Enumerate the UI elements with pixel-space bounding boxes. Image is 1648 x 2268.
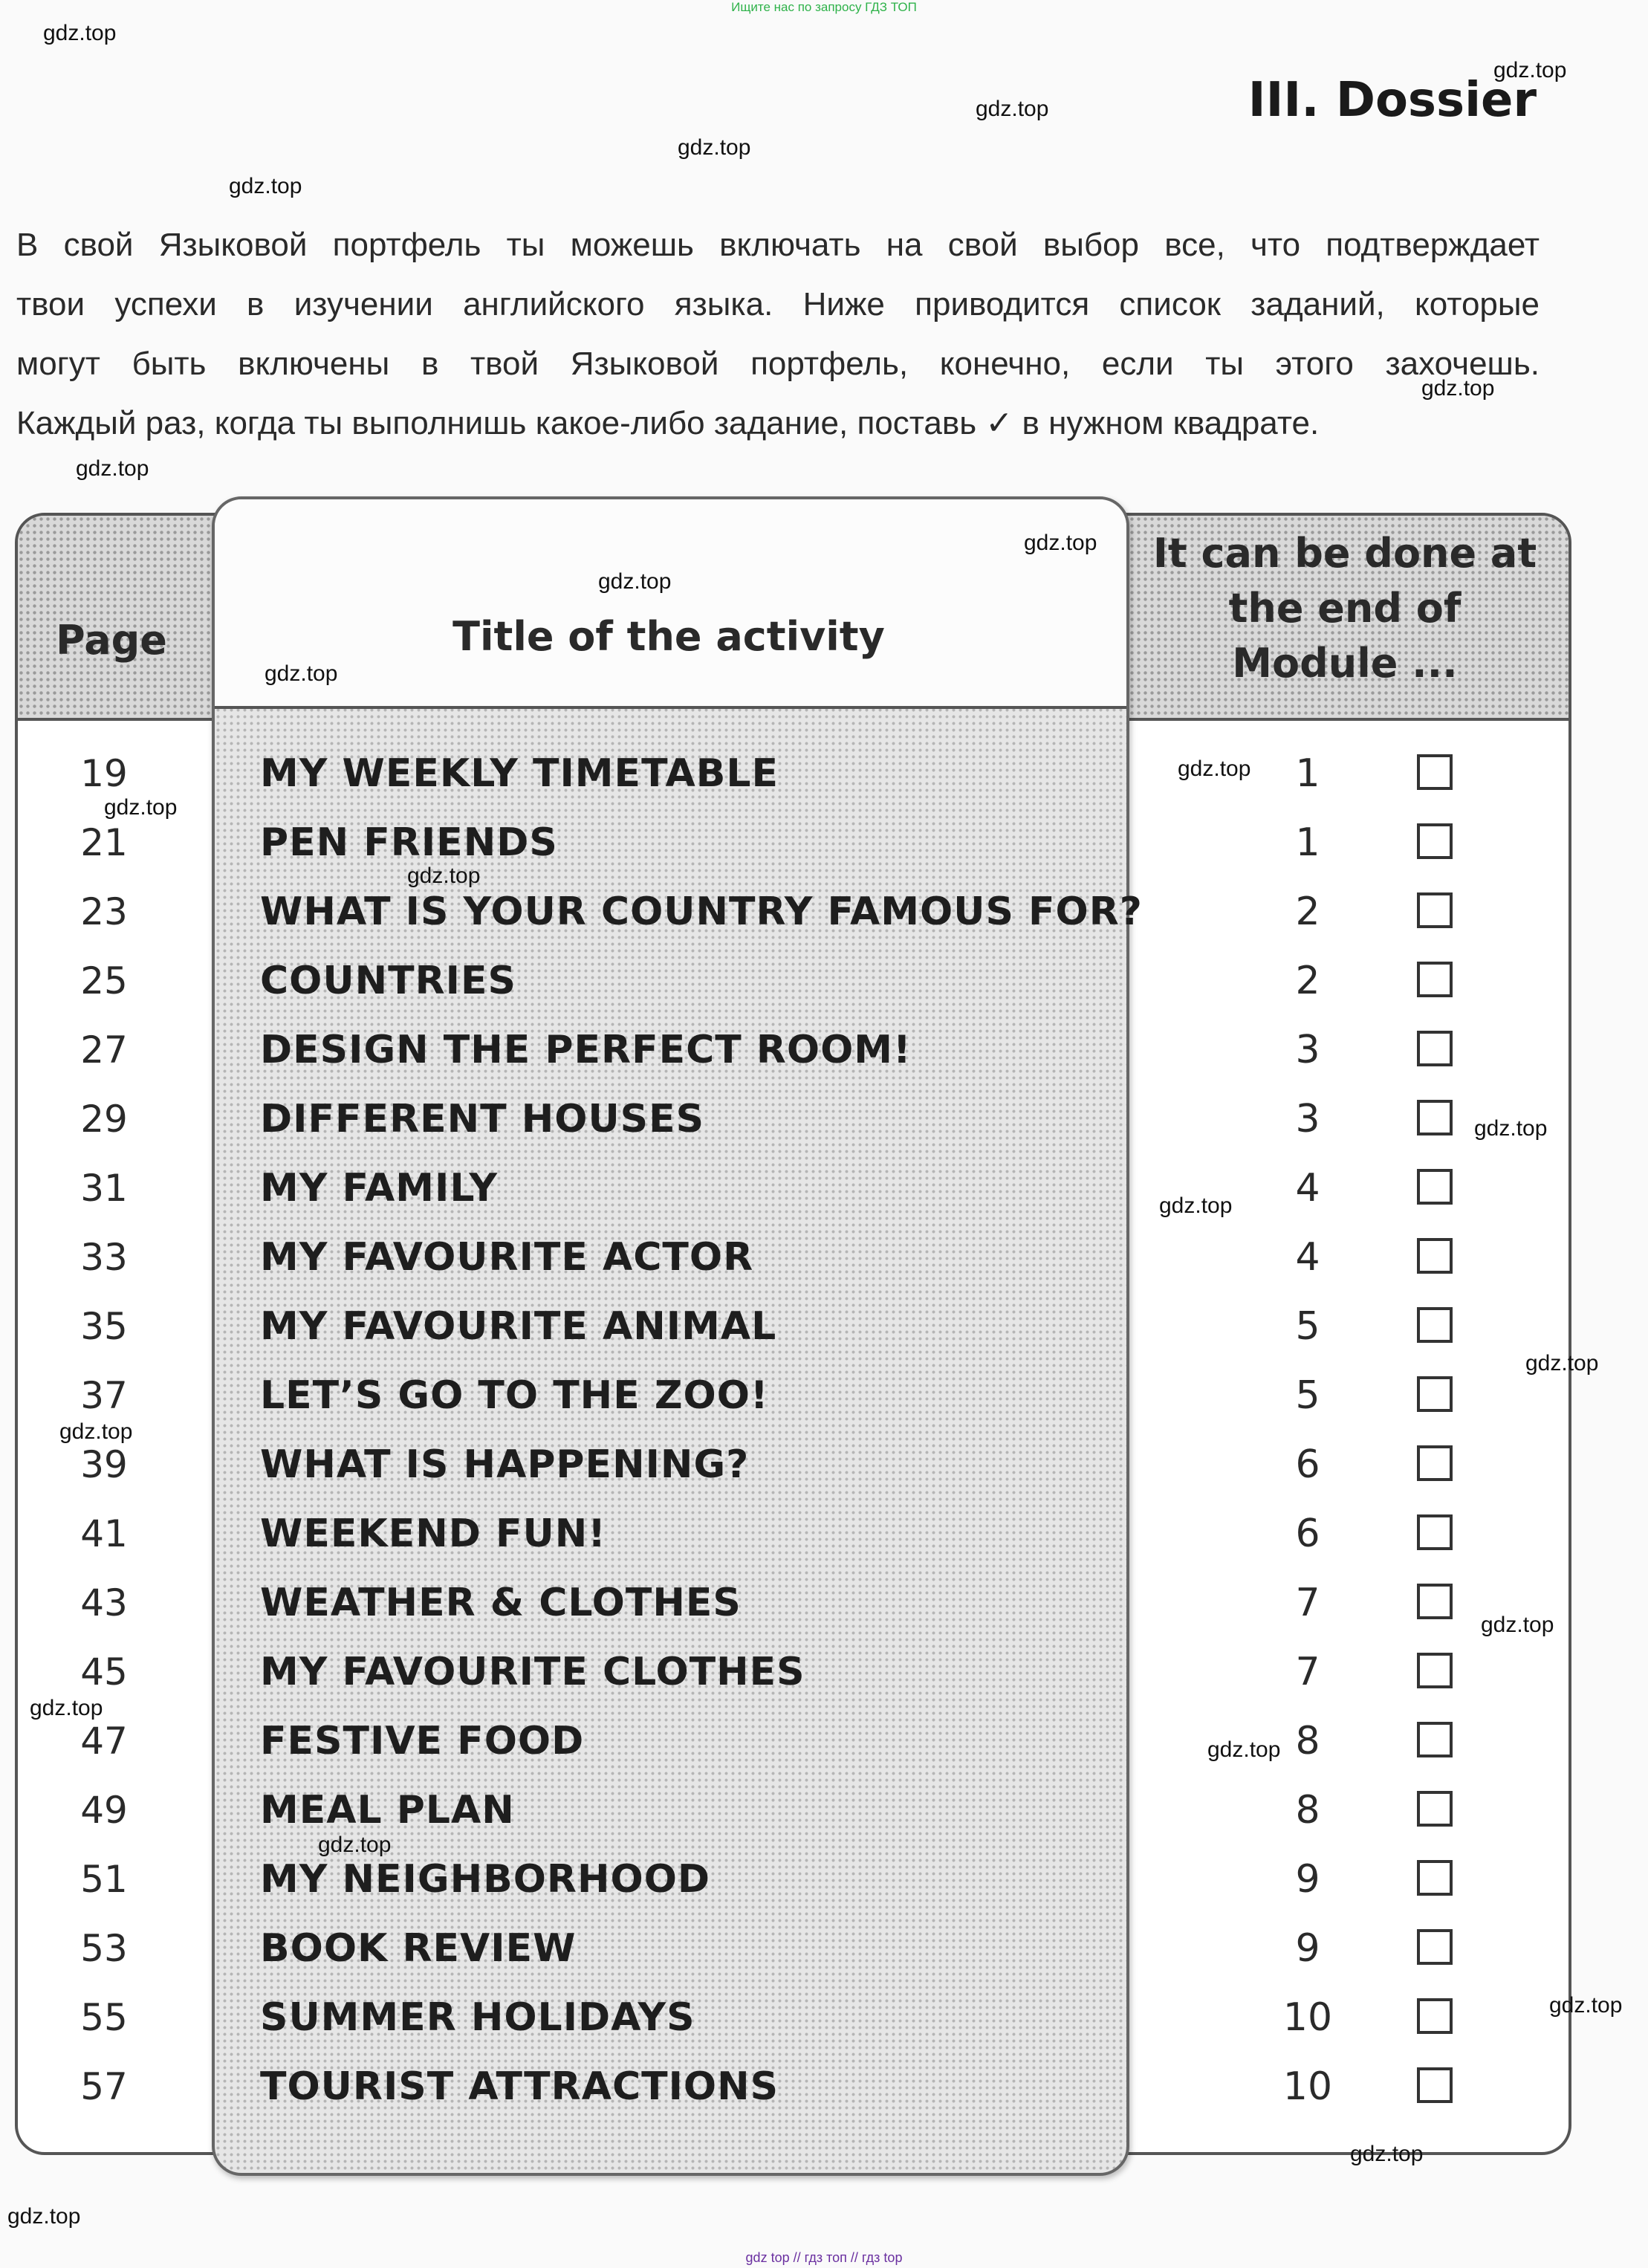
column-header-module <box>1137 526 1553 691</box>
page-number: 51 <box>80 1858 128 1901</box>
page-number: 29 <box>80 1098 128 1141</box>
table-row <box>0 1638 1648 1707</box>
completion-checkbox[interactable] <box>1417 1791 1453 1827</box>
activity-title: BOOK REVIEW <box>260 1926 577 1971</box>
divider <box>18 718 218 721</box>
table-row <box>0 1983 1648 2052</box>
activity-title: MEAL PLAN <box>260 1788 515 1833</box>
table-row <box>0 1016 1648 1085</box>
watermark: gdz.top <box>30 1696 103 1720</box>
page-number: 41 <box>80 1512 128 1555</box>
completion-checkbox[interactable] <box>1417 1929 1453 1965</box>
page-number: 33 <box>80 1236 128 1279</box>
table-row <box>0 1431 1648 1500</box>
intro-paragraph <box>16 216 1540 453</box>
activity-title: MY NEIGHBORHOOD <box>260 1857 711 1902</box>
page-number: 53 <box>80 1927 128 1970</box>
completion-checkbox[interactable] <box>1417 1653 1453 1688</box>
page-number: 47 <box>80 1720 128 1763</box>
intro-line: могут быть включены в твой Языковой портфель, конечно, если ты этого захочешь. <box>16 346 1540 382</box>
module-number: 3 <box>1295 1097 1320 1141</box>
footer-links[interactable]: gdz top // гдз топ // гдз top <box>745 2250 903 2265</box>
column-header-module-line: the end of <box>1228 585 1462 632</box>
page-number: 23 <box>80 890 128 933</box>
module-number: 10 <box>1282 2064 1333 2109</box>
module-number: 5 <box>1295 1373 1320 1418</box>
table-row <box>0 1776 1648 1845</box>
page-number: 49 <box>80 1789 128 1832</box>
top-banner[interactable]: Ищите нас по запросу ГДЗ ТОП <box>731 0 917 14</box>
module-number: 6 <box>1295 1512 1320 1556</box>
module-number: 4 <box>1295 1235 1320 1280</box>
table-row <box>0 1292 1648 1361</box>
page-number: 19 <box>80 752 128 795</box>
completion-checkbox[interactable] <box>1417 1584 1453 1619</box>
section-title: III. Dossier <box>1248 73 1537 128</box>
watermark: gdz.top <box>59 1419 133 1444</box>
completion-checkbox[interactable] <box>1417 1100 1453 1135</box>
activity-title: MY FAVOURITE CLOTHES <box>260 1650 805 1694</box>
page-number: 43 <box>80 1581 128 1624</box>
activity-title: WEATHER & CLOTHES <box>260 1581 742 1625</box>
table-row <box>0 947 1648 1016</box>
module-number: 1 <box>1295 820 1320 865</box>
watermark: gdz.top <box>1024 531 1097 555</box>
completion-checkbox[interactable] <box>1417 1376 1453 1412</box>
activity-title: MY FAMILY <box>260 1166 499 1211</box>
completion-checkbox[interactable] <box>1417 754 1453 790</box>
activity-title: FESTIVE FOOD <box>260 1719 585 1763</box>
watermark: gdz.top <box>678 135 751 160</box>
watermark: gdz.top <box>318 1833 392 1857</box>
table-row <box>0 1223 1648 1292</box>
activity-title: SUMMER HOLIDAYS <box>260 1995 695 2040</box>
watermark: gdz.top <box>407 864 481 888</box>
page-number: 37 <box>80 1374 128 1417</box>
completion-checkbox[interactable] <box>1417 1031 1453 1066</box>
activity-title: MY WEEKLY TIMETABLE <box>260 751 779 796</box>
completion-checkbox[interactable] <box>1417 1169 1453 1205</box>
activity-title: LET’S GO TO THE ZOO! <box>260 1373 769 1418</box>
completion-checkbox[interactable] <box>1417 2067 1453 2103</box>
page-number: 25 <box>80 959 128 1002</box>
activity-card-header <box>215 499 1126 709</box>
module-number: 10 <box>1282 1995 1333 2040</box>
column-header-module-line: It can be done at <box>1152 530 1537 577</box>
completion-checkbox[interactable] <box>1417 892 1453 928</box>
module-number: 9 <box>1295 1926 1320 1971</box>
page-number: 45 <box>80 1650 128 1694</box>
module-number: 7 <box>1295 1650 1320 1694</box>
page-number: 39 <box>80 1443 128 1486</box>
table-row <box>0 1154 1648 1223</box>
watermark: gdz.top <box>265 661 338 686</box>
module-number: 8 <box>1295 1788 1320 1833</box>
watermark: gdz.top <box>1525 1351 1599 1376</box>
completion-checkbox[interactable] <box>1417 1514 1453 1550</box>
completion-checkbox[interactable] <box>1417 1860 1453 1896</box>
watermark: gdz.top <box>1159 1193 1233 1218</box>
page-number: 31 <box>80 1167 128 1210</box>
module-number: 8 <box>1295 1719 1320 1763</box>
watermark: gdz.top <box>976 97 1049 121</box>
activity-title: DIFFERENT HOUSES <box>260 1097 705 1141</box>
watermark: gdz.top <box>1493 58 1567 82</box>
table-row <box>0 809 1648 878</box>
watermark: gdz.top <box>1350 2142 1424 2166</box>
activity-title: WEEKEND FUN! <box>260 1512 606 1556</box>
page-number: 35 <box>80 1305 128 1348</box>
activity-title: TOURIST ATTRACTIONS <box>260 2064 779 2109</box>
table-row <box>0 1914 1648 1983</box>
table-row <box>0 739 1648 809</box>
watermark: gdz.top <box>7 2204 81 2229</box>
module-number: 4 <box>1295 1166 1320 1211</box>
completion-checkbox[interactable] <box>1417 1445 1453 1481</box>
table-row <box>0 1845 1648 1914</box>
completion-checkbox[interactable] <box>1417 1722 1453 1757</box>
module-number: 5 <box>1295 1304 1320 1349</box>
divider <box>1122 718 1568 721</box>
module-number: 6 <box>1295 1442 1320 1487</box>
watermark: gdz.top <box>1178 756 1251 781</box>
watermark: gdz.top <box>1207 1737 1281 1762</box>
activity-title: DESIGN THE PERFECT ROOM! <box>260 1028 912 1072</box>
activity-title: COUNTRIES <box>260 959 516 1003</box>
table-row <box>0 1569 1648 1638</box>
watermark: gdz.top <box>598 569 672 594</box>
page-number: 21 <box>80 821 128 864</box>
completion-checkbox[interactable] <box>1417 1307 1453 1343</box>
watermark: gdz.top <box>76 456 149 481</box>
watermark: gdz.top <box>1549 1993 1623 2018</box>
watermark: gdz.top <box>1474 1116 1548 1141</box>
column-header-module-line: Module ... <box>1232 640 1458 687</box>
page-number: 27 <box>80 1028 128 1072</box>
column-header-page: Page <box>56 617 167 664</box>
activity-title: PEN FRIENDS <box>260 820 558 865</box>
watermark: gdz.top <box>104 795 178 820</box>
module-number: 2 <box>1295 890 1320 934</box>
completion-checkbox[interactable] <box>1417 1238 1453 1274</box>
module-number: 2 <box>1295 959 1320 1003</box>
activity-title: WHAT IS HAPPENING? <box>260 1442 750 1487</box>
completion-checkbox[interactable] <box>1417 1998 1453 2034</box>
watermark: gdz.top <box>1421 376 1495 401</box>
watermark: gdz.top <box>43 21 117 45</box>
completion-checkbox[interactable] <box>1417 962 1453 997</box>
module-number: 9 <box>1295 1857 1320 1902</box>
intro-line: Каждый раз, когда ты выполнишь какое-либо задание, поставь ✓ в нужном квадрате. <box>16 405 1320 441</box>
watermark: gdz.top <box>229 174 302 198</box>
completion-checkbox[interactable] <box>1417 823 1453 859</box>
page-number: 55 <box>80 1996 128 2039</box>
module-number: 3 <box>1295 1028 1320 1072</box>
activity-title: WHAT IS YOUR COUNTRY FAMOUS FOR? <box>260 890 1143 934</box>
page-number: 57 <box>80 2065 128 2108</box>
table-row <box>0 1707 1648 1776</box>
table-row <box>0 1500 1648 1569</box>
table-row <box>0 1361 1648 1431</box>
activity-title: MY FAVOURITE ACTOR <box>260 1235 754 1280</box>
table-row <box>0 878 1648 947</box>
column-header-title: Title of the activity <box>452 613 885 660</box>
module-number: 1 <box>1295 751 1320 796</box>
activity-title: MY FAVOURITE ANIMAL <box>260 1304 777 1349</box>
module-number: 7 <box>1295 1581 1320 1625</box>
watermark: gdz.top <box>1481 1613 1554 1637</box>
table-row <box>0 1085 1648 1154</box>
intro-line: В свой Языковой портфель ты можешь включать на свой выбор все, что подтверждает <box>16 227 1540 263</box>
intro-line: твои успехи в изучении английского языка. Ниже приводится список заданий, которые <box>16 286 1540 323</box>
table-row <box>0 2052 1648 2122</box>
